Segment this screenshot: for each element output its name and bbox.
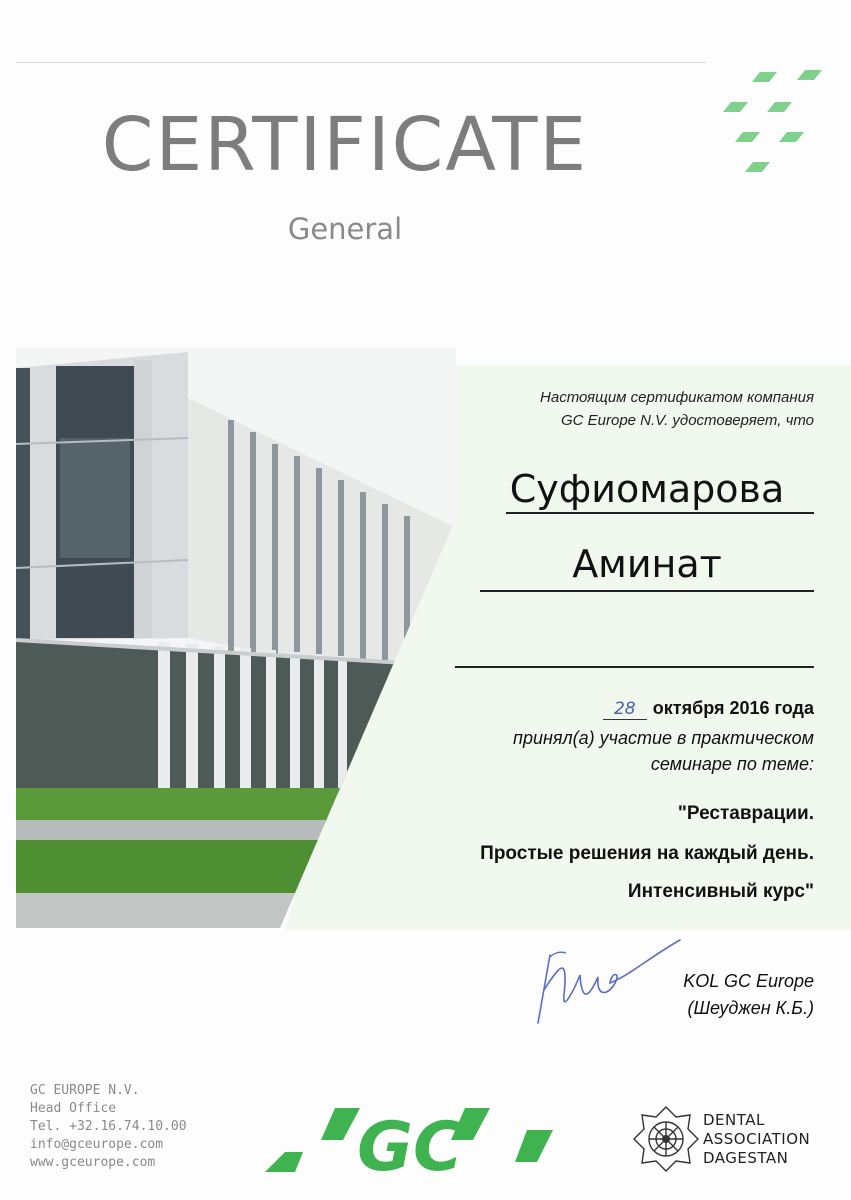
participation-line-2: семинаре по теме: [650, 754, 814, 774]
participation-text [394, 725, 814, 777]
company-website: www.gceurope.com [30, 1155, 156, 1170]
statement-line-2: GC Europe N.V. удостоверяет, что [560, 412, 814, 429]
signatory-name: (Шеуджен К.Б.) [687, 998, 814, 1018]
certificate-title: CERTIFICATE [101, 102, 589, 188]
surname-underline [506, 512, 814, 514]
signatory-block [514, 968, 814, 1022]
given-name-underline [480, 590, 814, 592]
dental-association-name [703, 1111, 810, 1168]
company-name: GC EUROPE N.V. [30, 1083, 140, 1098]
signatory-role: KOL GC Europe [683, 971, 814, 991]
green-tile-pattern-icon [705, 60, 835, 180]
event-month-year: октября 2016 года [652, 698, 814, 718]
gc-logo-text: GC [357, 1108, 463, 1180]
certificate-subtitle: General [287, 212, 403, 246]
company-email: info@gceurope.com [30, 1137, 164, 1152]
recipient-given-name: Аминат [572, 542, 722, 586]
building-photo [16, 348, 456, 928]
association-line-1: DENTAL [703, 1111, 765, 1129]
dental-association-emblem-icon [632, 1105, 700, 1173]
participation-line-1: принял(а) участие в практическом [513, 728, 814, 748]
topic-line-1: "Реставрации. [677, 803, 814, 824]
statement-line-1: Настоящим сертификатом компания [540, 389, 814, 406]
topic-line-3: Интенсивный курс" [627, 881, 814, 902]
company-phone: Tel. +32.16.74.10.00 [30, 1119, 187, 1134]
topic-line-2: Простые решения на каждый день. [480, 843, 814, 864]
top-rule [16, 62, 706, 63]
company-address [30, 1082, 280, 1172]
gc-logo [265, 1100, 560, 1180]
recipient-surname: Суфиомарова [509, 467, 785, 511]
company-office: Head Office [30, 1101, 117, 1116]
certification-statement [394, 386, 814, 432]
blank-underline [455, 666, 814, 668]
event-day: 28 [603, 699, 647, 720]
event-date [414, 698, 814, 720]
association-line-3: DAGESTAN [703, 1149, 789, 1167]
association-line-2: ASSOCIATION [703, 1130, 811, 1148]
